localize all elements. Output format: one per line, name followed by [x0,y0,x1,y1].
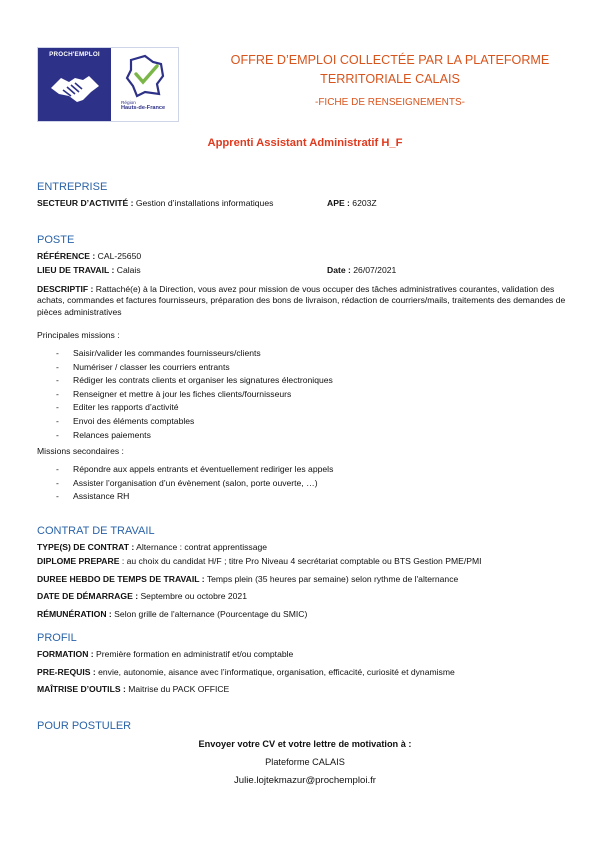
list-item: - Assister l’organisation d’un évènement (salon, porte ouverte, …) [37,478,333,492]
section-heading-profil: PROFIL [37,632,77,644]
section-heading-contrat: CONTRAT DE TRAVAIL [37,525,155,537]
list-item: - Répondre aux appels entrants et éventuellement rediriger les appels [37,464,333,478]
outils-line: MAÎTRISE D’OUTILS : Maitrise du PACK OFFICE [37,684,230,694]
section-heading-postuler: POUR POSTULER [37,720,132,732]
list-item: - Numériser / classer les courriers entrants [37,362,333,376]
list-item: - Rédiger les contrats clients et organiser les signatures électroniques [37,375,333,389]
prerequis-line: PRE-REQUIS : envie, autonomie, aisance avec l’informatique, organisation, efficacité, curiosité et dynamisme [37,667,455,677]
proch-emploi-panel [38,48,111,121]
list-item: - Editer les rapports d’activité [37,402,333,416]
principales-missions-list [37,348,333,443]
header-title-line1: OFFRE D’EMPLOI COLLECTÉE PAR LA PLATEFORME [230,53,550,67]
postuler-platform: Plateforme CALAIS [265,757,345,767]
section-heading-entreprise: ENTREPRISE [37,181,108,193]
postuler-instruction: Envoyer votre CV et votre lettre de motivation à : [198,739,412,749]
principales-missions-label: Principales missions : [37,330,120,340]
section-heading-poste: POSTE [37,234,75,246]
brand-label: PROCH'EMPLOI [49,51,100,58]
date-line: Date : 26/07/2021 [327,265,397,275]
duree-line: DUREE HEBDO DE TEMPS DE TRAVAIL : Temps plein (35 heures par semaine) selon rythme de l'alternance [37,574,459,584]
ape-line: APE : 6203Z [327,198,377,208]
type-contrat-line: TYPE(S) DE CONTRAT : Alternance : contrat apprentissage [37,542,268,552]
region-label: Région Hauts-de-France [121,100,166,112]
header-subtitle: -FICHE DE RENSEIGNEMENTS- [314,97,465,108]
formation-line: FORMATION : Première formation en administratif et/ou comptable [37,649,294,659]
demarrage-line: DATE DE DÉMARRAGE : Septembre ou octobre 2021 [37,591,247,601]
descriptif-paragraph: DESCRIPTIF : Rattaché(e) à la Direction, vous avez pour mission de vous occuper des tâches administratives courantes, validation des achats, commandes et factures fournisseurs, préparation des bons de livraison, rédaction de courriers/mails, traitements des demandes de pièces administratives [37,284,566,317]
lieu-line: LIEU DE TRAVAIL : Calais [37,265,141,275]
job-title: Apprenti Assistant Administratif H_F [207,137,403,149]
postuler-email[interactable]: Julie.lojtekmazur@prochemploi.fr [234,775,376,786]
reference-line: RÉFÉRENCE : CAL-25650 [37,251,142,261]
handshake-icon [49,66,101,106]
list-item: - Envoi des éléments comptables [37,416,333,430]
missions-secondaires-label: Missions secondaires : [37,446,124,456]
proch-emploi-logo [37,47,179,122]
list-item: - Renseigner et mettre à jour les fiches clients/fournisseurs [37,389,333,403]
diplome-line: DIPLOME PREPARE : au choix du candidat H/F ; titre Pro Niveau 4 secrétariat comptable ou BTS Gestion PME/PMI [37,556,482,566]
missions-secondaires-list [37,464,333,505]
region-map-icon [123,54,167,98]
list-item: - Assistance RH [37,491,333,505]
list-item: - Relances paiements [37,430,333,444]
secteur-line: SECTEUR D’ACTIVITÉ : Gestion d’installations informatiques [37,198,274,208]
list-item: - Saisir/valider les commandes fournisseurs/clients [37,348,333,362]
region-panel [111,48,178,121]
remuneration-line: RÉMUNÉRATION : Selon grille de l'alternance (Pourcentage du SMIC) [37,609,308,619]
header-title-line2: TERRITORIALE CALAIS [320,72,460,86]
